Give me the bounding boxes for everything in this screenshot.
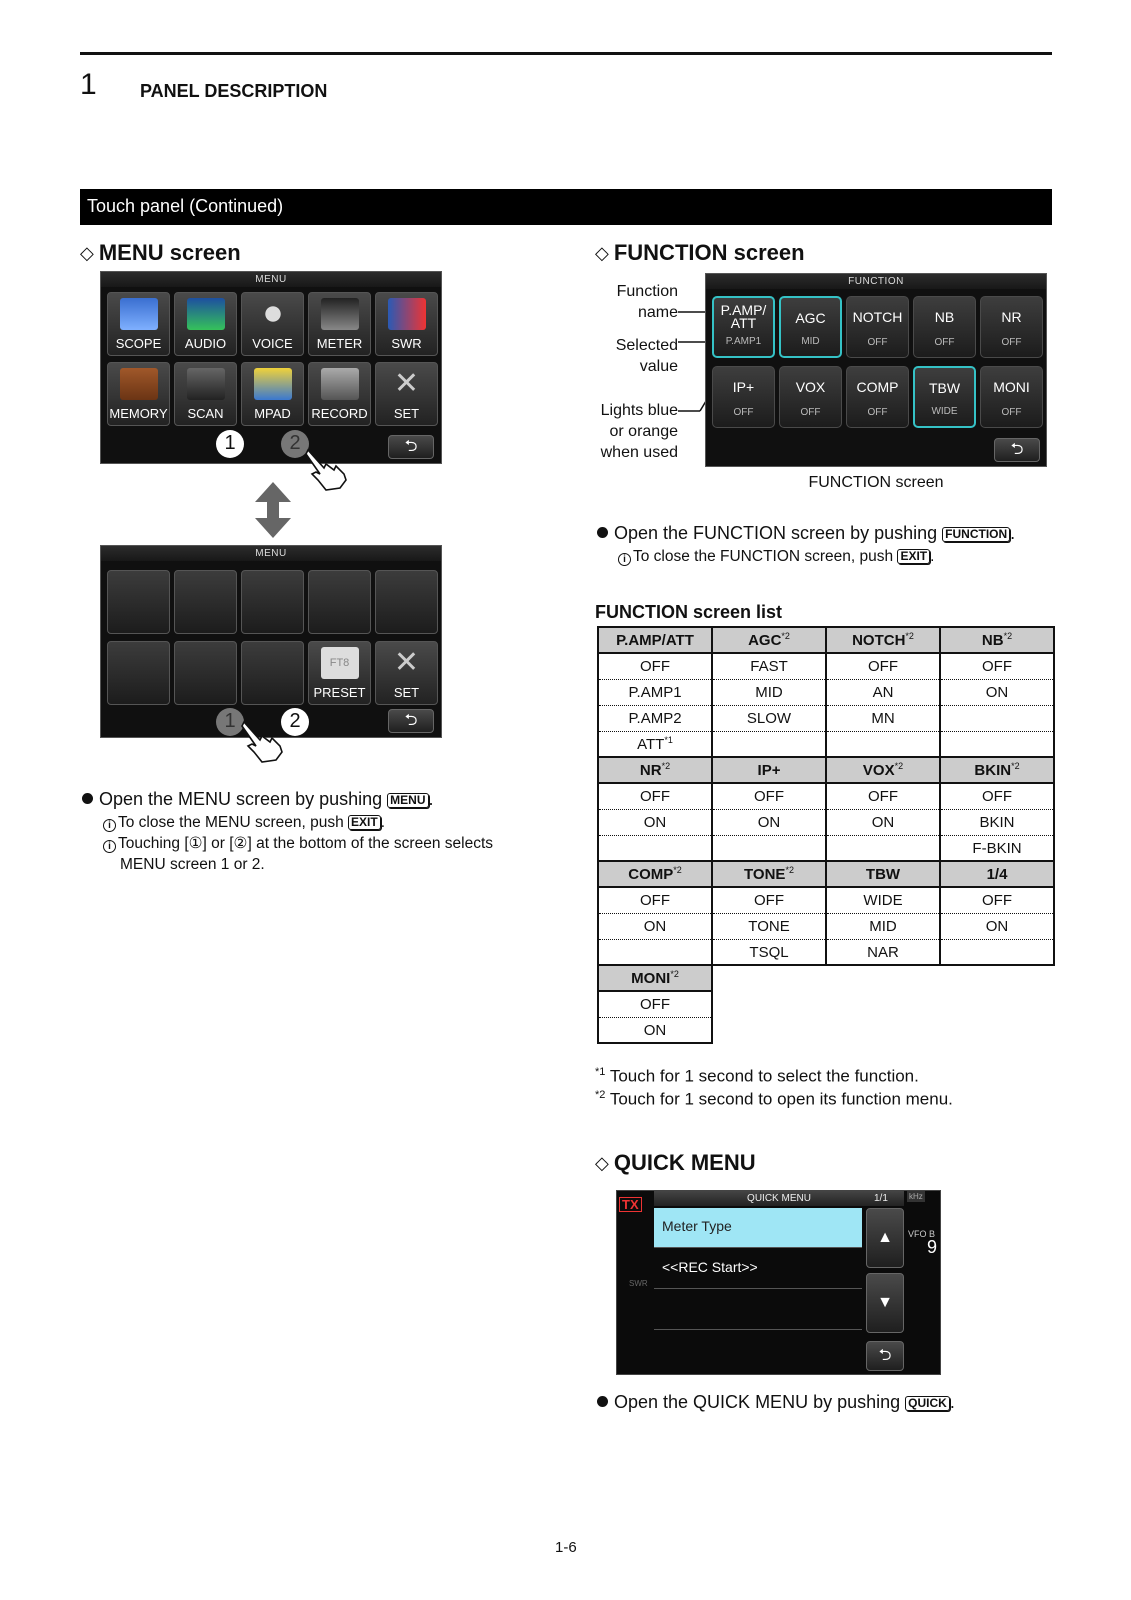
swr-icon bbox=[388, 298, 426, 330]
function-open-instruction: Open the FUNCTION screen by pushing FUNCTION . bbox=[597, 523, 1015, 544]
table-cell: F-BKIN bbox=[940, 835, 1054, 861]
exit-key: EXIT bbox=[897, 549, 930, 564]
preset-button[interactable]: FT8 PRESET bbox=[308, 641, 371, 705]
empty-slot bbox=[241, 641, 304, 705]
table-row bbox=[598, 1017, 1054, 1043]
swr-label: SWR bbox=[629, 1279, 648, 1288]
table-header-row bbox=[598, 965, 1054, 991]
bullet-icon bbox=[82, 793, 93, 804]
binoculars-icon bbox=[187, 368, 225, 400]
function-button[interactable] bbox=[846, 366, 909, 428]
table-cell: AN bbox=[826, 679, 940, 705]
tools-icon: ✕ bbox=[393, 646, 420, 679]
info-icon: i bbox=[103, 819, 116, 832]
table-row bbox=[598, 913, 1054, 939]
function-value: OFF bbox=[867, 337, 888, 348]
empty-slot bbox=[375, 570, 438, 634]
callout-selected-value: Selected value bbox=[615, 337, 678, 375]
return-icon[interactable]: ⮌ bbox=[994, 438, 1040, 462]
page-1-button[interactable]: 1 bbox=[216, 708, 244, 736]
function-value: OFF bbox=[1001, 407, 1022, 418]
mpad-button[interactable]: MPAD bbox=[241, 362, 304, 426]
table-cell: OFF bbox=[826, 783, 940, 809]
menu-key: MENU bbox=[387, 793, 428, 808]
column-header: NR$^{*2}$ bbox=[598, 757, 712, 783]
table-row bbox=[598, 991, 1054, 1017]
table-cell: OFF bbox=[598, 653, 712, 679]
scope-icon bbox=[120, 298, 158, 330]
function-name: TBW bbox=[928, 380, 961, 396]
callout-lights: Lights blue or orange when used bbox=[600, 402, 678, 461]
diamond-icon: ◇ bbox=[80, 242, 94, 263]
recorder-icon bbox=[321, 368, 359, 400]
return-icon[interactable]: ⮌ bbox=[866, 1341, 904, 1371]
page-number: 1-6 bbox=[555, 1539, 577, 1556]
function-screen-header: FUNCTION bbox=[706, 274, 1046, 289]
tools-icon: ✕ bbox=[393, 367, 420, 400]
empty-slot bbox=[107, 641, 170, 705]
voice-button[interactable]: VOICE bbox=[241, 292, 304, 356]
function-value: OFF bbox=[1001, 337, 1022, 348]
scope-button[interactable]: SCOPE bbox=[107, 292, 170, 356]
scan-button[interactable]: SCAN bbox=[174, 362, 237, 426]
function-button[interactable] bbox=[913, 296, 976, 358]
table-cell: BKIN bbox=[940, 809, 1054, 835]
quick-menu-item[interactable]: Meter Type bbox=[654, 1208, 862, 1248]
menu-section-title: ◇ MENU screen bbox=[80, 240, 241, 265]
table-cell: OFF bbox=[940, 783, 1054, 809]
function-name: IP+ bbox=[732, 379, 755, 395]
function-name: P.AMP/ ATT bbox=[720, 302, 767, 331]
table-cell: P.AMP2 bbox=[598, 705, 712, 731]
table-cell: ON bbox=[940, 913, 1054, 939]
callout-function-name: Function name bbox=[616, 283, 678, 321]
exit-key: EXIT bbox=[348, 815, 381, 830]
quick-menu-item[interactable] bbox=[654, 1290, 862, 1330]
menu-screen-1 bbox=[100, 271, 442, 464]
table-cell bbox=[940, 705, 1054, 731]
table-cell bbox=[598, 939, 712, 965]
pointing-hand-icon bbox=[304, 446, 352, 492]
function-screen bbox=[705, 273, 1047, 467]
empty-slot bbox=[241, 570, 304, 634]
column-header: VOX$^{*2}$ bbox=[826, 757, 940, 783]
set-button[interactable]: ✕ SET bbox=[375, 362, 438, 426]
menu-page-note: i Touching [①] or [②] at the bottom of the screen selects bbox=[103, 833, 493, 854]
function-button[interactable] bbox=[846, 296, 909, 358]
bullet-icon bbox=[597, 527, 608, 538]
diamond-icon: ◇ bbox=[595, 242, 609, 263]
function-value: OFF bbox=[934, 337, 955, 348]
table-row bbox=[598, 835, 1054, 861]
table-cell bbox=[940, 939, 1054, 965]
empty-slot bbox=[174, 570, 237, 634]
table-cell: TSQL bbox=[712, 939, 826, 965]
info-icon: i bbox=[618, 553, 631, 566]
info-icon: i bbox=[103, 840, 116, 853]
footnote-1: $^{*1}$ Touch for 1 second to select the function. bbox=[595, 1066, 919, 1086]
table-header-row bbox=[598, 861, 1054, 887]
tx-indicator: TX bbox=[619, 1197, 642, 1212]
table-cell: OFF bbox=[598, 887, 712, 913]
table-header-row bbox=[598, 757, 1054, 783]
section-banner: Touch panel (Continued) bbox=[80, 189, 1052, 225]
function-button[interactable] bbox=[980, 296, 1043, 358]
table-cell: MID bbox=[712, 679, 826, 705]
table-cell: NAR bbox=[826, 939, 940, 965]
function-list-title: FUNCTION screen list bbox=[595, 602, 783, 622]
menu-screen-header: MENU bbox=[101, 272, 441, 287]
function-name: NB bbox=[934, 309, 955, 325]
table-cell: ON bbox=[598, 809, 712, 835]
function-screen-caption: FUNCTION screen bbox=[808, 474, 944, 491]
function-name: MONI bbox=[993, 379, 1030, 395]
function-value: OFF bbox=[733, 407, 754, 418]
table-cell bbox=[598, 835, 712, 861]
function-button[interactable] bbox=[980, 366, 1043, 428]
empty-slot bbox=[174, 641, 237, 705]
bullet-icon bbox=[597, 1396, 608, 1407]
function-button[interactable] bbox=[712, 366, 775, 428]
menu-page-note-cont: MENU screen 1 or 2. bbox=[120, 856, 265, 873]
audio-button[interactable]: AUDIO bbox=[174, 292, 237, 356]
microphone-icon bbox=[254, 298, 292, 330]
function-section-title: ◇ FUNCTION screen bbox=[595, 240, 805, 265]
table-cell: ON bbox=[940, 679, 1054, 705]
footnote-2: $^{*2}$ Touch for 1 second to open its function menu. bbox=[595, 1089, 953, 1109]
function-list-table bbox=[597, 626, 1055, 1044]
table-cell: FAST bbox=[712, 653, 826, 679]
table-row bbox=[598, 653, 1054, 679]
menu-close-note: i To close the MENU screen, push EXIT . bbox=[103, 812, 385, 833]
empty-slot bbox=[308, 570, 371, 634]
table-row bbox=[598, 679, 1054, 705]
table-cell: OFF bbox=[598, 991, 712, 1017]
meter-icon bbox=[321, 298, 359, 330]
function-value: WIDE bbox=[931, 406, 958, 417]
column-header: TONE$^{*2}$ bbox=[712, 861, 826, 887]
table-cell: P.AMP1 bbox=[598, 679, 712, 705]
table-cell: TONE bbox=[712, 913, 826, 939]
table-cell: ON bbox=[598, 1017, 712, 1043]
meter-button[interactable]: METER bbox=[308, 292, 371, 356]
return-icon[interactable]: ⮌ bbox=[388, 709, 434, 733]
vfo-label: VFO B bbox=[908, 1229, 936, 1239]
quick-open-instruction: Open the QUICK MENU by pushing QUICK . bbox=[597, 1392, 955, 1413]
function-name: NR bbox=[1001, 309, 1022, 325]
pointing-hand-icon bbox=[240, 718, 288, 764]
function-value: P.AMP1 bbox=[725, 336, 762, 347]
column-header: COMP$^{*2}$ bbox=[598, 861, 712, 887]
chapter-number: 1 bbox=[80, 68, 97, 101]
swr-button[interactable]: SWR bbox=[375, 292, 438, 356]
function-close-note: i To close the FUNCTION screen, push EXIT . bbox=[618, 546, 934, 567]
table-header-row bbox=[598, 627, 1054, 653]
table-cell: OFF bbox=[940, 887, 1054, 913]
scroll-up-icon[interactable]: ▲ bbox=[866, 1208, 904, 1268]
table-cell: OFF bbox=[598, 783, 712, 809]
quick-menu-screen bbox=[616, 1190, 941, 1375]
menu-screen-header: MENU bbox=[101, 546, 441, 561]
column-header: MONI$^{*2}$ bbox=[598, 965, 712, 991]
function-button[interactable] bbox=[712, 296, 775, 358]
table-cell: OFF bbox=[712, 887, 826, 913]
table-cell: SLOW bbox=[712, 705, 826, 731]
function-value: MID bbox=[801, 336, 820, 347]
table-row bbox=[598, 939, 1054, 965]
function-value: OFF bbox=[800, 407, 821, 418]
book-icon bbox=[120, 368, 158, 400]
table-row bbox=[598, 731, 1054, 757]
diamond-icon: ◇ bbox=[595, 1152, 609, 1173]
function-name: AGC bbox=[795, 310, 826, 326]
table-cell: OFF bbox=[940, 653, 1054, 679]
column-header: AGC$^{*2}$ bbox=[712, 627, 826, 653]
table-cell: WIDE bbox=[826, 887, 940, 913]
table-cell: ATT$^{*1}$ bbox=[598, 731, 712, 757]
page-2-button[interactable]: 2 bbox=[281, 430, 309, 458]
table-row bbox=[598, 783, 1054, 809]
set-button[interactable]: ✕ SET bbox=[375, 641, 438, 705]
table-row bbox=[598, 887, 1054, 913]
chapter-title: PANEL DESCRIPTION bbox=[140, 81, 328, 101]
memory-button[interactable]: MEMORY bbox=[107, 362, 170, 426]
page-2-button[interactable]: 2 bbox=[281, 708, 309, 736]
empty-slot bbox=[107, 570, 170, 634]
table-cell bbox=[826, 835, 940, 861]
quick-menu-header: QUICK MENU bbox=[654, 1191, 904, 1206]
column-header: IP+ bbox=[712, 757, 826, 783]
function-button[interactable] bbox=[779, 366, 842, 428]
record-button[interactable]: RECORD bbox=[308, 362, 371, 426]
table-cell: MN bbox=[826, 705, 940, 731]
column-header: NB$^{*2}$ bbox=[940, 627, 1054, 653]
scroll-down-icon[interactable]: ▼ bbox=[866, 1273, 904, 1333]
table-cell bbox=[940, 731, 1054, 757]
function-name: NOTCH bbox=[852, 309, 903, 325]
column-header: TBW bbox=[826, 861, 940, 887]
function-name: VOX bbox=[795, 379, 826, 395]
function-button[interactable] bbox=[913, 366, 976, 428]
quick-menu-item[interactable]: <<REC Start>> bbox=[654, 1249, 862, 1289]
double-arrow-icon bbox=[253, 482, 293, 538]
table-cell: MID bbox=[826, 913, 940, 939]
menu-screen-2 bbox=[100, 545, 442, 738]
menu-open-instruction: Open the MENU screen by pushing MENU . bbox=[82, 789, 434, 810]
table-cell: ON bbox=[826, 809, 940, 835]
table-cell: ON bbox=[712, 809, 826, 835]
table-cell bbox=[826, 731, 940, 757]
table-row bbox=[598, 705, 1054, 731]
table-cell: OFF bbox=[826, 653, 940, 679]
frequency-digit: 9 bbox=[927, 1237, 938, 1257]
table-cell: ON bbox=[598, 913, 712, 939]
return-icon[interactable]: ⮌ bbox=[388, 435, 434, 459]
column-header: P.AMP/ATT bbox=[598, 627, 712, 653]
notepad-icon bbox=[254, 368, 292, 400]
quick-menu-section-title: ◇ QUICK MENU bbox=[595, 1150, 756, 1175]
column-header: BKIN$^{*2}$ bbox=[940, 757, 1054, 783]
table-row bbox=[598, 809, 1054, 835]
preset-icon: FT8 bbox=[321, 647, 359, 679]
table-cell bbox=[712, 731, 826, 757]
top-rule bbox=[80, 52, 1052, 55]
function-value: OFF bbox=[867, 407, 888, 418]
audio-icon bbox=[187, 298, 225, 330]
quick-menu-item[interactable] bbox=[654, 1331, 862, 1371]
page-indicator: 1/1 bbox=[874, 1193, 888, 1204]
page-1-button[interactable]: 1 bbox=[216, 430, 244, 458]
table-cell: OFF bbox=[712, 783, 826, 809]
function-name: COMP bbox=[856, 379, 899, 395]
function-button[interactable] bbox=[779, 296, 842, 358]
khz-label: kHz bbox=[909, 1192, 923, 1201]
quick-key: QUICK bbox=[905, 1396, 950, 1411]
column-header: 1/4 bbox=[940, 861, 1054, 887]
column-header: NOTCH$^{*2}$ bbox=[826, 627, 940, 653]
table-cell bbox=[712, 835, 826, 861]
function-key: FUNCTION bbox=[942, 527, 1010, 542]
